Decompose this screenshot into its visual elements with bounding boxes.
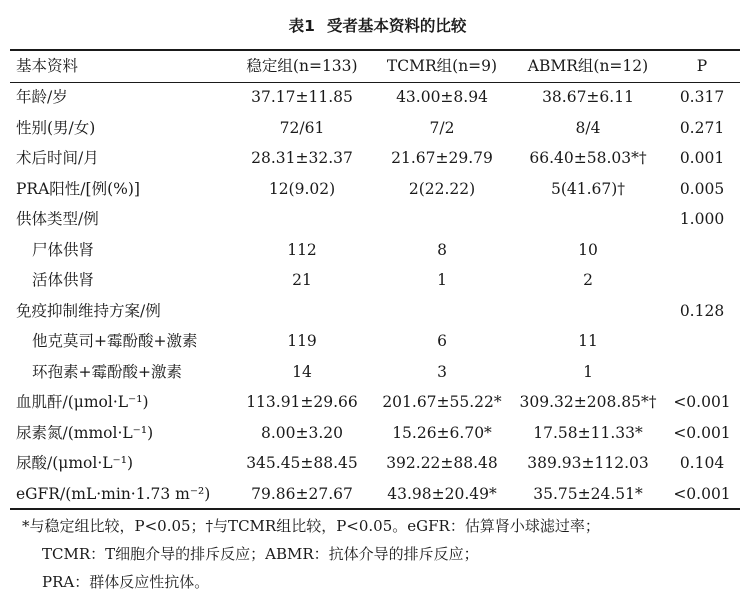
- cell-stable: 345.45±88.45: [246, 454, 358, 472]
- cell-stable: 21: [292, 271, 312, 289]
- row-label: 尿素氮/(mmol·L⁻¹): [16, 423, 154, 442]
- cell-tcmr: 3: [437, 362, 447, 381]
- cell-p: [664, 357, 740, 388]
- table-row: [10, 204, 740, 235]
- column-header-tcmr: TCMR组(n=9): [386, 57, 498, 75]
- cell-p: 0.104: [679, 454, 725, 472]
- row-label: PRA阳性/[例(%)]: [16, 179, 140, 198]
- cell-p: 0.005: [679, 179, 725, 198]
- cell-stable: [232, 296, 372, 327]
- column-header-p: P: [696, 57, 708, 75]
- table-number: 表1: [288, 17, 315, 35]
- cell-tcmr: 21.67±29.79: [391, 149, 493, 167]
- cell-p: <0.001: [673, 393, 731, 411]
- cell-p: 0.317: [679, 88, 725, 106]
- cell-p: 0.271: [679, 118, 725, 137]
- cell-abmr: 8/4: [575, 118, 601, 137]
- table-row: [10, 174, 740, 205]
- cell-tcmr: 15.26±6.70*: [392, 423, 492, 442]
- column-header-item: 基本资料: [16, 57, 79, 75]
- row-label: 性别(男/女): [16, 118, 96, 137]
- row-label: 活体供肾: [32, 271, 95, 289]
- cell-stable: 113.91±29.66: [246, 393, 358, 411]
- cell-abmr: 1: [583, 362, 593, 381]
- row-label: 血肌酐/(μmol·L⁻¹): [16, 393, 149, 411]
- row-label: 术后时间/月: [16, 149, 99, 167]
- comparison-table: [10, 51, 740, 509]
- cell-abmr: 66.40±58.03*†: [529, 149, 647, 167]
- table-body: [10, 82, 740, 509]
- table-row: [10, 265, 740, 296]
- cell-abmr: 5(41.67)†: [550, 179, 626, 198]
- cell-stable: 14: [292, 362, 312, 381]
- cell-abmr: [512, 204, 664, 235]
- row-label: 尿酸/(μmol·L⁻¹): [16, 454, 133, 472]
- footnote-line: TCMR：T细胞介导的排斥反应；ABMR：抗体介导的排斥反应；: [42, 545, 479, 563]
- table-title: 受者基本资料的比较: [326, 17, 467, 35]
- cell-p: 1.000: [679, 210, 725, 228]
- table-row: [10, 296, 740, 327]
- cell-abmr: 35.75±24.51*: [533, 484, 643, 503]
- footnote-line: *与稳定组比较，P<0.05；†与TCMR组比较，P<0.05。eGFR：估算肾小球滤过率；: [22, 517, 600, 535]
- cell-stable: 8.00±3.20: [260, 423, 343, 442]
- table-row: [10, 387, 740, 418]
- cell-abmr: 17.58±11.33*: [533, 423, 643, 442]
- cell-p: 0.001: [679, 149, 725, 167]
- cell-stable: 12(9.02): [268, 179, 336, 198]
- cell-tcmr: 8: [437, 240, 447, 259]
- row-label: 供体类型/例: [16, 210, 99, 228]
- row-label: 年龄/岁: [16, 88, 68, 106]
- table-row: [10, 113, 740, 144]
- cell-p: 0.128: [679, 301, 725, 320]
- column-header-abmr: ABMR组(n=12): [527, 57, 649, 75]
- cell-p: [664, 326, 740, 357]
- table-row: [10, 418, 740, 449]
- row-label: eGFR/(mL·min·1.73 m⁻²): [16, 484, 211, 503]
- cell-tcmr: 43.98±20.49*: [387, 484, 497, 503]
- cell-p: [664, 235, 740, 266]
- row-label: 免疫抑制维持方案/例: [16, 301, 161, 320]
- row-label: 他克莫司+霉酚酸+激素: [32, 332, 198, 350]
- cell-p: <0.001: [673, 423, 731, 442]
- cell-tcmr: 201.67±55.22*: [382, 393, 502, 411]
- footnotes: [22, 512, 747, 596]
- cell-stable: 112: [287, 240, 317, 259]
- cell-tcmr: [372, 204, 512, 235]
- table-row: [10, 448, 740, 479]
- footnote-line: PRA：群体反应性抗体。: [42, 573, 210, 591]
- cell-abmr: 309.32±208.85*†: [519, 393, 657, 411]
- cell-abmr: 10: [578, 240, 598, 259]
- row-label: 环孢素+霉酚酸+激素: [32, 362, 182, 381]
- cell-tcmr: 43.00±8.94: [396, 88, 488, 106]
- cell-stable: 79.86±27.67: [251, 484, 353, 503]
- header-row: [10, 51, 740, 82]
- table-caption: [0, 14, 755, 36]
- cell-abmr: 11: [578, 332, 598, 350]
- cell-p: [664, 265, 740, 296]
- cell-abmr: 2: [583, 271, 593, 289]
- table-row: [10, 326, 740, 357]
- cell-stable: 37.17±11.85: [251, 88, 353, 106]
- cell-abmr: [512, 296, 664, 327]
- cell-p: <0.001: [673, 484, 731, 503]
- cell-tcmr: 2(22.22): [408, 179, 476, 198]
- cell-abmr: 389.93±112.03: [527, 454, 649, 472]
- cell-tcmr: 1: [437, 271, 447, 289]
- cell-tcmr: 6: [437, 332, 447, 350]
- table-row: [10, 143, 740, 174]
- cell-stable: 72/61: [279, 118, 325, 137]
- table-row: [10, 82, 740, 113]
- table-row: [10, 479, 740, 510]
- table-row: [10, 235, 740, 266]
- table-row: [10, 357, 740, 388]
- cell-stable: 28.31±32.37: [251, 149, 353, 167]
- cell-tcmr: [372, 296, 512, 327]
- cell-abmr: 38.67±6.11: [542, 88, 634, 106]
- cell-stable: 119: [287, 332, 317, 350]
- column-header-stable: 稳定组(n=133): [246, 57, 358, 75]
- cell-tcmr: 392.22±88.48: [386, 454, 498, 472]
- cell-tcmr: 7/2: [429, 118, 455, 137]
- cell-stable: [232, 204, 372, 235]
- row-label: 尸体供肾: [32, 240, 95, 259]
